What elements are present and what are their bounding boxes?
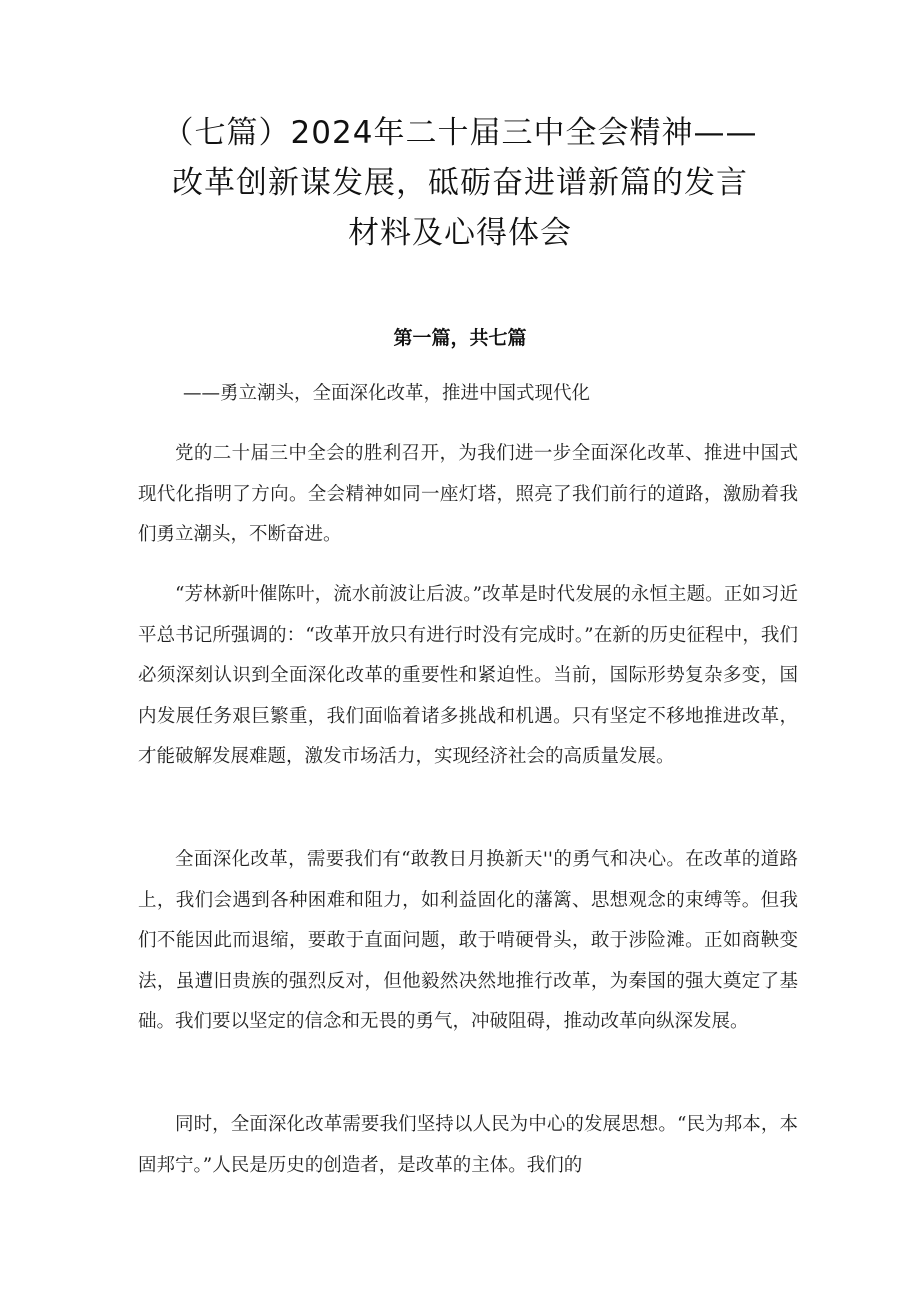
section-heading: 第一篇，共七篇 [393,327,527,349]
paragraph-1: 党的二十届三中全会的胜利召开，为我们进一步全面深化改革、推进中国式现代化指明了方向。全会精神如同一座灯塔，照亮了我们前行的道路，激励着我们勇立潮头，不断奋进。 [138,443,798,545]
title-line-3: 材料及心得体会 [348,215,572,251]
paragraph-4: 同时，全面深化改革需要我们坚持以人民为中心的发展思想。“民为邦本，本固邦宁。”人民是历史的创造者，是改革的主体。我们的 [138,1114,798,1176]
title-line-1: （七篇）2024年二十届三中全会精神—— [162,115,758,151]
paragraph-2: “芳林新叶催陈叶，流水前波让后波。”改革是时代发展的永恒主题。正如习近平总书记所强调的：“改革开放只有进行时没有完成时。”在新的历史征程中，我们必须深刻认识到全面深化改革的重要性和紧迫性。当前，国际形势复杂多变，国内发展任务艰巨繁重，我们面临着诸多挑战和机遇。只有坚定不移地推进改革，才能破解发展难题，激发市场活力，实现经济社会的高质量发展。 [138,584,798,767]
section-subtitle: ——勇立潮头，全面深化改革，推进中国式现代化 [183,383,591,404]
document-title [100,108,820,258]
paragraph-3: 全面深化改革，需要我们有“敢教日月换新天''的勇气和决心。在改革的道路上，我们会遇到各种困难和阻力，如利益固化的藩篱、思想观念的束缚等。但我们不能因此而退缩，要敢于直面问题，敢于啃硬骨头，敢于涉险滩。正如商鞅变法，虽遭旧贵族的强烈反对，但他毅然决然地推行改革，为秦国的强大奠定了基础。我们要以坚定的信念和无畏的勇气，冲破阻碍，推动改革向纵深发展。 [138,849,798,1032]
title-line-2: 改革创新谋发展，砥砺奋进谱新篇的发言 [172,165,748,201]
